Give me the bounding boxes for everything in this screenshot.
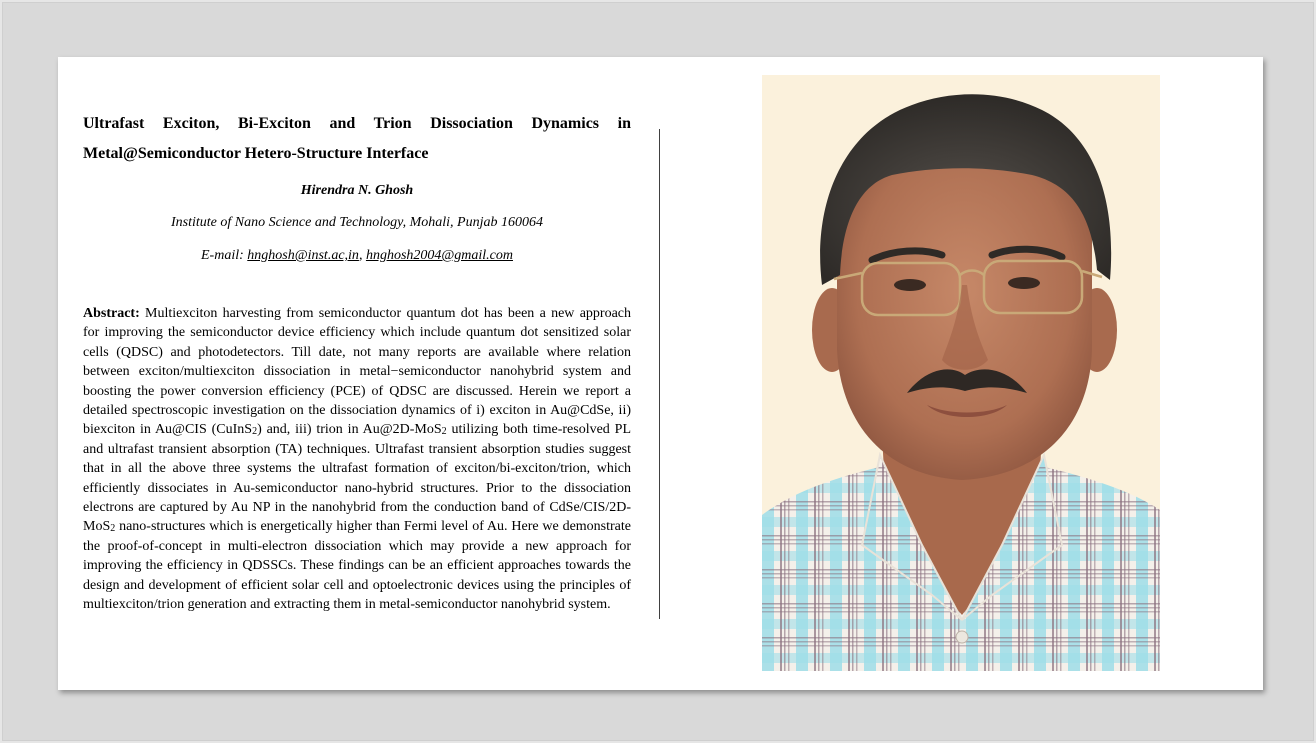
abstract-text-2: ) and, iii) trion in Au@2D-MoS [257, 422, 442, 438]
subscript: 2 [110, 523, 116, 535]
shirt-button [956, 631, 968, 643]
email-label: E-mail: [201, 248, 244, 263]
portrait-illustration [762, 75, 1160, 671]
abstract-text-1: Multiexciton harvesting from semiconductor quantum dot has been a new approach for improving the semiconductor device efficiency which include quantum dot sensitized solar cells (QDSC) and photodetectors. Till date, not many reports are available where relation between exciton/multiexciton dissociation in metal−semiconductor nanohybrid system and boosting the power conversion efficiency (PCE) of QDSC are discussed. Herein we report a detailed spectroscopic investigation on the dissociation dynamics of i) exciton in Au@CdSe, ii) biexciton in Au@CIS (CuInS [83, 306, 631, 438]
email-line [83, 248, 631, 264]
author-photo [762, 75, 1160, 671]
subscript: 2 [441, 426, 447, 438]
title-line-1: Ultrafast Exciton, Bi-Exciton and Trion Dissociation Dynamics in [83, 115, 631, 132]
page [58, 57, 1263, 690]
abstract-text-3: utilizing both time-resolved PL and ultrafast transient absorption (TA) techniques. Ultrafast transient absorption studies suggest that in all the above three systems the ultrafast formation of exciton/bi-exciton/trion, which efficiently dissociates in Au-semiconductor nano-hybrid structures. Prior to the dissociation electrons are captured by Au NP in the nanohybrid from the conduction band of CdSe/CIS/2D-MoS [83, 422, 631, 535]
paper-title [83, 109, 631, 169]
title-line-2: Metal@Semiconductor Hetero-Structure Interface [83, 145, 429, 162]
vertical-divider [659, 129, 660, 619]
abstract-label: Abstract: [83, 306, 140, 321]
document-viewport [2, 2, 1314, 741]
abstract-text-4: nano-structures which is energetically higher than Fermi level of Au. Here we demonstrate the proof-of-concept in multi-electron dissociation which may provide a new approach for improving the efficiency in QDSSCs. These findings can be an efficient approaches towards the design and development of efficient solar cell and optoelectronic devices using the principles of multiexciton/trion generation and extracting them in metal-semiconductor nanohybrid system. [83, 519, 631, 613]
abstract [83, 304, 631, 615]
email-link-2[interactable]: hnghosh2004@gmail.com [365, 248, 513, 263]
affiliation: Institute of Nano Science and Technology, Mohali, Punjab 160064 [171, 215, 543, 230]
author-name: Hirendra N. Ghosh [300, 183, 414, 198]
subscript: 2 [252, 426, 258, 438]
email-link-1[interactable]: hnghosh@inst.ac,in [247, 248, 359, 263]
email-separator: , [358, 248, 363, 263]
eye-right [1008, 277, 1040, 289]
eye-left [894, 279, 926, 291]
